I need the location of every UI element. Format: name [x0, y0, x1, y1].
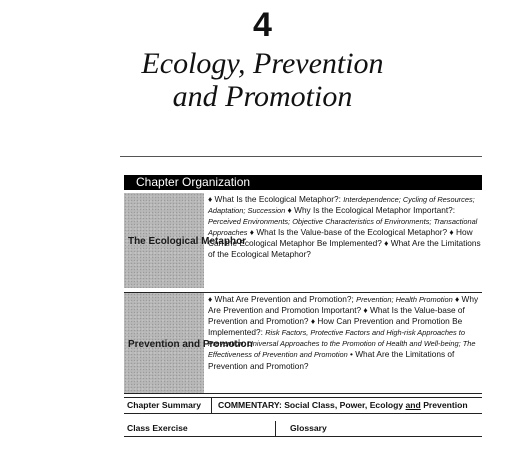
section-ecological-metaphor: [124, 193, 482, 288]
section-label: The Ecological Metaphor: [128, 235, 247, 247]
chapter-title-line-1: Ecology, Prevention: [141, 47, 384, 80]
commentary-cell: COMMENTARY: Social Class, Power, Ecology and Prevention: [218, 400, 468, 410]
chapter-summary-cell: Chapter Summary: [124, 398, 212, 413]
chapter-title: [0, 47, 525, 113]
section-label: Prevention and Promotion: [128, 338, 253, 350]
chapter-number: 4: [253, 6, 272, 44]
class-exercise-cell: Class Exercise: [124, 421, 276, 436]
section-topics: ♦ What Are Prevention and Promotion?; Prevention; Health Promotion ♦ Why Are Prevention and Promotion Important? ♦ What Is the Value-base of Prevention and Promotion? ♦ How Can Prevention and Promotion Be Implemented?: Risk Factors, Protective Factors and High-risk Approaches to Prevention; Universal Approaches to the Promotion of Health and Well-being; The Effectiveness of Prevention and Promotion • What Are the Limitations of Prevention and Promotion?: [208, 294, 479, 371]
title-divider: [120, 156, 482, 157]
chapter-title-line-2: and Promotion: [172, 80, 353, 113]
section-prevention-promotion: [124, 292, 482, 394]
section-topics: ♦ What Is the Ecological Metaphor?: Interdependence; Cycling of Resources; Adaptation; Succession ♦ Why Is the Ecological Metaphor Important?: Perceived Environments; Objective Characteristics of Environments; Transactional Approaches ♦ What Is the Value-base of the Ecological Metaphor? ♦ How Can the Ecological Metaphor Be Implemented? ♦ What Are the Limitations of the Ecological Metaphor?: [208, 194, 481, 260]
footer-row-1: [124, 397, 482, 414]
footer-row-2: [124, 421, 482, 437]
glossary-cell: Glossary: [290, 423, 327, 433]
chapter-organization-header: Chapter Organization: [124, 175, 482, 190]
